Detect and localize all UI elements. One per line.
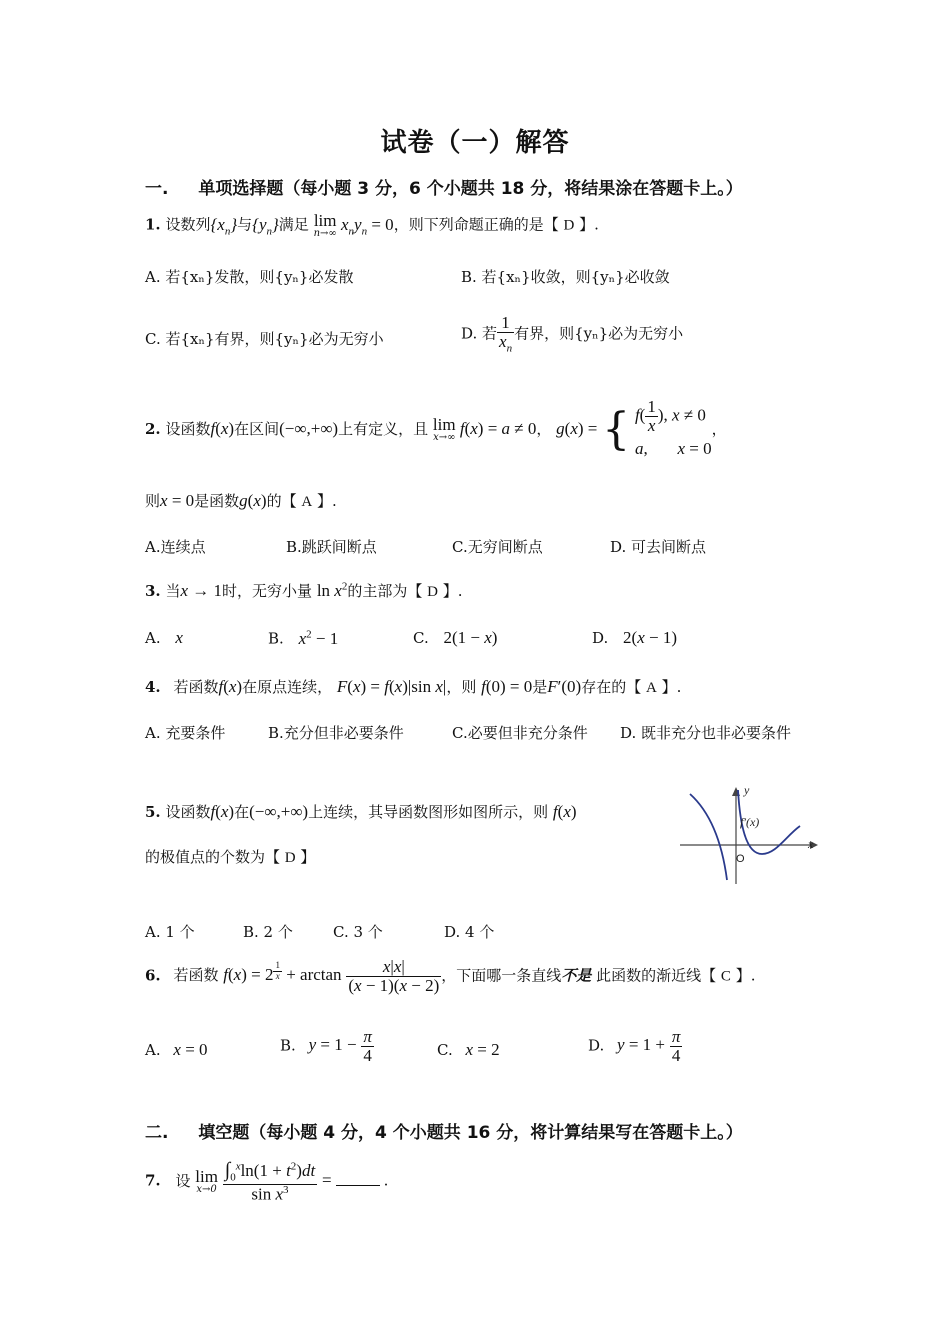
q5-option-a[interactable]: A. 1 个 bbox=[145, 923, 195, 941]
question-4: 4. 若函数f(x)在原点连续， F(x) = f(x)|sin x|，则 f(0) = 0是F′(0)存在的【 A 】. bbox=[145, 677, 682, 696]
answer-5: D bbox=[284, 850, 296, 866]
q5-option-d[interactable]: D. 4 个 bbox=[444, 923, 495, 941]
question-5: 5. 设函数f(x)在(−∞,+∞)上连续，其导函数图形如图所示，则 f(x) bbox=[145, 802, 577, 821]
emphasis-not: 不是 bbox=[561, 966, 592, 985]
q3-option-b[interactable]: B. $x^2 - 1$ bbox=[268, 628, 339, 648]
q6-option-a[interactable]: A. x = 0 bbox=[145, 1040, 208, 1059]
question-7: 7. 设 lim x→0 $\frac{\int_0^x\ln(1 + t^2)dt}{\sin x^3}$ = . bbox=[145, 1159, 389, 1204]
q1-option-d[interactable]: D. 若 $\frac{1}{x_n}$ 有界，则{yₙ}必为无穷小 bbox=[461, 313, 684, 355]
q4-option-a[interactable]: A. 充要条件 bbox=[145, 724, 226, 742]
answer-blank-7[interactable] bbox=[336, 1185, 380, 1186]
section-1-label: 一. bbox=[145, 179, 169, 199]
answer-1: D bbox=[563, 217, 575, 234]
curve-label: f′(x) bbox=[740, 815, 760, 829]
question-3: 3. 当x → 1时，无穷小量 $\ln x^2$的主部为【 D 】. bbox=[145, 580, 463, 600]
section-2-text: 填空题（每小题 4 分，4 个小题共 16 分，将计算结果写在答题卡上。） bbox=[198, 1123, 743, 1143]
q4-option-c[interactable]: C.必要但非充分条件 bbox=[452, 724, 588, 742]
answer-6: C bbox=[720, 968, 731, 985]
q1-option-b[interactable]: B. 若{xₙ}收敛，则{yₙ}必收敛 bbox=[461, 268, 670, 286]
origin-label: O bbox=[736, 853, 745, 865]
q2-option-c[interactable]: C.无穷间断点 bbox=[452, 538, 543, 556]
x-axis-label: x bbox=[808, 837, 814, 851]
section-2-label: 二. bbox=[145, 1123, 169, 1143]
q1-option-a[interactable]: A. 若{xₙ}发散，则{yₙ}必发散 bbox=[145, 268, 354, 286]
question-2-line-2: 则x = 0是函数g(x)的【 A 】. bbox=[145, 491, 337, 510]
q2-option-a[interactable]: A.连续点 bbox=[145, 538, 206, 556]
question-5-line-2: 的极值点的个数为【 D 】 bbox=[145, 848, 316, 866]
q5-option-b[interactable]: B. 2 个 bbox=[243, 923, 293, 941]
q5-option-c[interactable]: C. 3 个 bbox=[333, 923, 383, 941]
q6-option-c[interactable]: C. x = 2 bbox=[437, 1040, 500, 1059]
q6-option-d[interactable]: D. y = 1 + $\frac{\pi}{4}$ bbox=[588, 1027, 681, 1065]
question-1: 1. 设数列$\{x_n\}$与$\{y_n\}$满足 lim n→∞ $x_ny_n = 0$，则下列命题正确的是【 D 】. bbox=[145, 211, 599, 239]
derivative-graph bbox=[676, 780, 822, 890]
q6-option-b[interactable]: B. y = 1 − $\frac{\pi}{4}$ bbox=[280, 1027, 372, 1065]
question-6: 6. 若函数 f(x) = 2 $^{\frac{1}{x}}$ + arctan $\frac{x|x|}{(x - 1)(x - 2)}$ ，下面哪一条直线不是 此函数的渐近线【 C 】. bbox=[145, 957, 756, 995]
q3-option-c[interactable]: C. 2(1 − x) bbox=[413, 628, 498, 647]
q2-option-d[interactable]: D. 可去间断点 bbox=[610, 538, 707, 556]
answer-4: A bbox=[646, 680, 657, 696]
answer-2: A bbox=[301, 494, 313, 510]
y-axis-label: y bbox=[744, 783, 750, 797]
q3-option-a[interactable]: A. x bbox=[145, 628, 183, 647]
q3-option-d[interactable]: D. 2(x − 1) bbox=[592, 628, 678, 647]
section-1-header bbox=[145, 174, 743, 199]
section-1-text: 单项选择题（每小题 3 分，6 个小题共 18 分，将结果涂在答题卡上。） bbox=[198, 179, 743, 199]
curve-left-branch bbox=[690, 794, 727, 880]
q4-option-d[interactable]: D. 既非充分也非必要条件 bbox=[620, 724, 792, 742]
q2-option-b[interactable]: B.跳跃间断点 bbox=[286, 538, 377, 556]
q1-option-c[interactable]: C. 若{xₙ}有界，则{yₙ}必为无穷小 bbox=[145, 330, 384, 348]
question-2: 2. 设函数f(x)在区间(−∞,+∞)上有定义，且 lim x→∞ f(x) = a ≠ 0， g(x) = { f( $\frac{1}{x}$ ), x ≠ 0 a, x = 0 ， bbox=[145, 397, 727, 458]
q4-option-b[interactable]: B.充分但非必要条件 bbox=[268, 724, 404, 742]
answer-3: D bbox=[427, 584, 438, 600]
section-2-header bbox=[145, 1118, 743, 1143]
page-title: 试卷（一）解答 bbox=[380, 128, 570, 158]
